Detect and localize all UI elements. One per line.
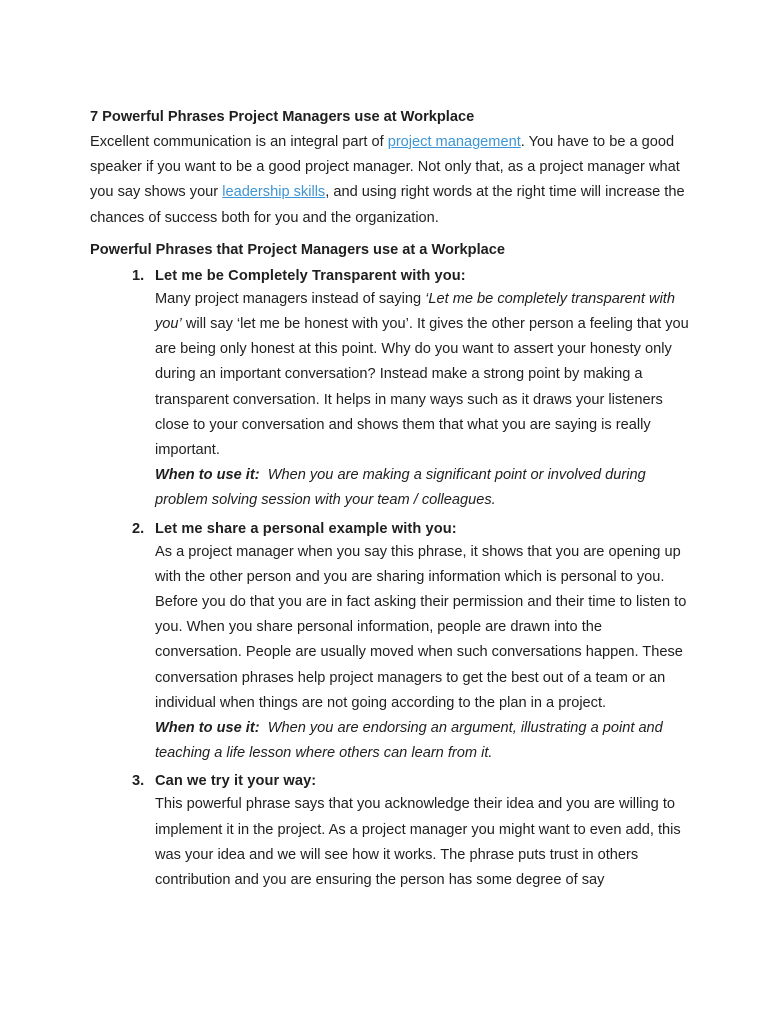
body-text: will say ‘let me be honest with you’. It gives the other person a feeling that you are being only honest at this point. Why do you want to assert your honesty only during an important conversation? Instead make a strong point by making a transparent conversation. It helps in many ways such as it draws your listeners close to your conversation and shows them that what you are saying is really important. xyxy=(155,316,689,459)
list-item xyxy=(90,770,690,893)
when-text: When you are making a significant point or involved during problem solving session with your team / colleagues. xyxy=(155,467,646,509)
phrase-description xyxy=(155,287,690,463)
list-number: 2. xyxy=(132,520,145,537)
when-to-use xyxy=(155,463,690,513)
document-title: 7 Powerful Phrases Project Managers use at Workplace xyxy=(90,109,475,125)
phrase-body xyxy=(155,792,690,893)
phrase-title: Can we try it your way: xyxy=(155,773,317,790)
phrase-description: This powerful phrase says that you acknowledge their idea and you are willing to implement it in the project. As a project manager you might want to even add, this was your idea and we will see how it works. The phrase puts trust in others contribution and you are ensuring the person has some degree of say xyxy=(155,796,681,889)
list-item xyxy=(90,265,690,514)
body-text: Many project managers instead of saying xyxy=(155,290,426,307)
list-number: 1. xyxy=(132,267,145,284)
body-quote: ‘Let me be completely transparent with you’ xyxy=(155,290,675,333)
phrase-title: Let me be Completely Transparent with you: xyxy=(155,267,466,284)
when-label: When to use it: xyxy=(155,467,260,484)
section-subtitle: Powerful Phrases that Project Managers use at a Workplace xyxy=(90,241,505,258)
leadership-skills-link[interactable]: leadership skills xyxy=(222,184,326,201)
intro-text-2: . You have to be a good speaker if you want to be a good project manager. Not only that, as a project manager what you say shows your xyxy=(90,134,680,201)
when-to-use xyxy=(155,716,690,766)
intro-text-3: , and using right words at the right time will increase the chances of success both for you and the organization. xyxy=(90,184,685,226)
list-number: 3. xyxy=(132,773,145,790)
list-item xyxy=(90,518,690,767)
document-page xyxy=(90,106,690,893)
intro-paragraph xyxy=(90,130,690,231)
intro-text-1: Excellent communication is an integral part of xyxy=(90,134,388,150)
phrase-body xyxy=(155,287,690,514)
phrase-body xyxy=(155,540,690,767)
phrase-list xyxy=(90,265,690,893)
phrase-title: Let me share a personal example with you: xyxy=(155,520,457,537)
phrase-description: As a project manager when you say this phrase, it shows that you are opening up with the other person and you are sharing information which is personal to you. Before you do that you are in fact asking their permission and their time to listen to you. When you share personal information, people are drawn into the conversation. People are usually moved when such conversations happen. These conversation phrases help project managers to get the best out of a team or an individual when things are not going according to the plan in a project. xyxy=(155,543,687,711)
when-label: When to use it: xyxy=(155,720,260,737)
project-management-link[interactable]: project management xyxy=(387,134,521,150)
when-text: When you are endorsing an argument, illustrating a point and teaching a life lesson where others can learn from it. xyxy=(155,720,663,762)
